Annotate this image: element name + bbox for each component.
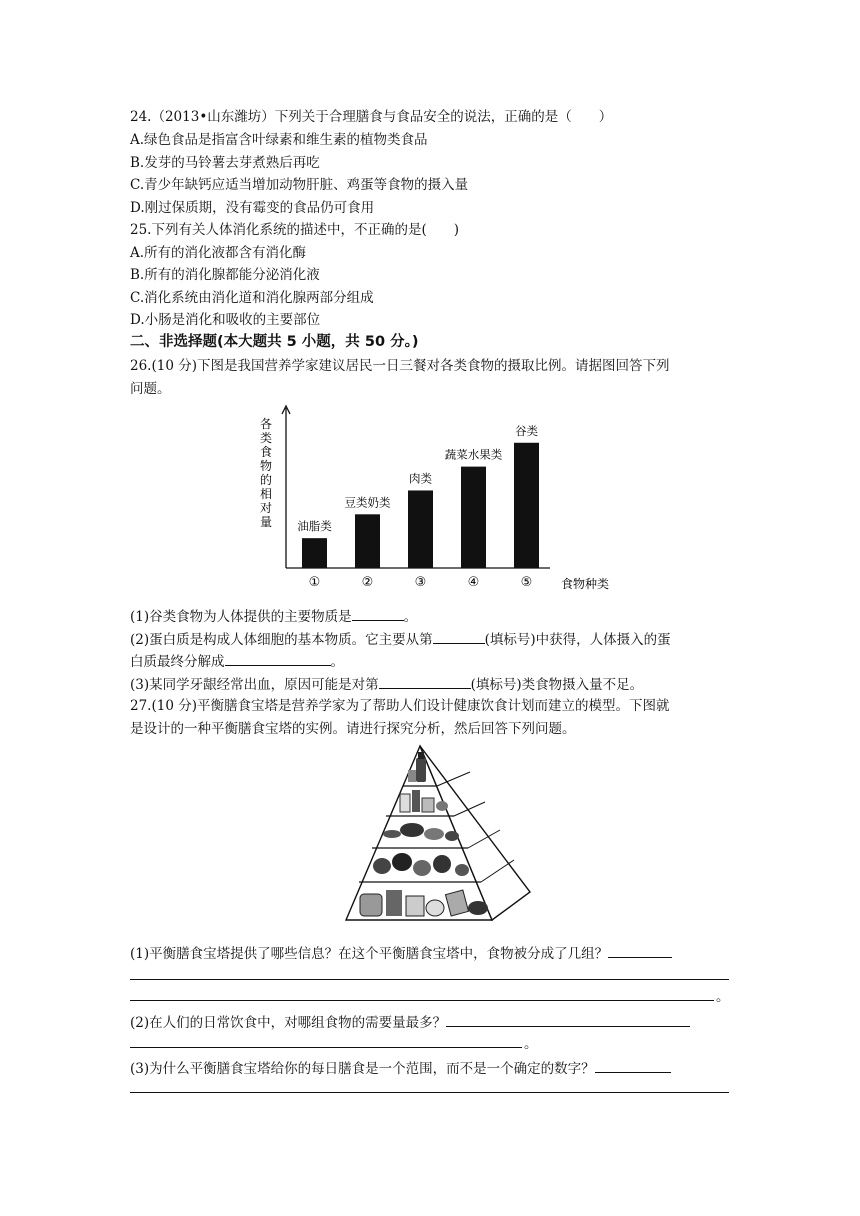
answer-line[interactable] <box>130 979 729 980</box>
x-tick-label-5: ⑤ <box>520 575 533 590</box>
q24-stem: 24.（2013•山东潍坊）下列关于合理膳食与食品安全的说法，正确的是（ ） <box>130 109 613 125</box>
answer-line[interactable] <box>130 1000 714 1001</box>
answer-blank[interactable] <box>379 674 471 689</box>
answer-line[interactable] <box>130 1092 729 1093</box>
q26-part1-text: (1)谷类食物为人体提供的主要物质是 <box>130 609 352 625</box>
bar-1 <box>302 538 327 568</box>
bar-3 <box>408 490 433 568</box>
q26-part3 <box>130 674 643 694</box>
bar-label-2: 豆类奶类 <box>344 495 391 510</box>
bar-label-1: 油脂类 <box>297 519 332 534</box>
q27-part1-text: (1)平衡膳食宝塔提供了哪些信息？在这个平衡膳食宝塔中，食物被分成了几组？ <box>130 946 609 962</box>
q26-part3-text: (3)某同学牙龈经常出血，原因可能是对第 <box>130 677 379 693</box>
q24-option-b: B.发芽的马铃薯去芽煮熟后再吃 <box>130 155 320 171</box>
answer-blank[interactable] <box>225 651 331 666</box>
answer-line[interactable] <box>130 1047 522 1048</box>
q26-part2 <box>130 629 671 649</box>
q27-part3-text: (3)为什么平衡膳食宝塔给你的每日膳食是一个范围，而不是一个确定的数字？ <box>130 1061 595 1077</box>
q26-part1 <box>130 606 417 626</box>
q24-option-c: C.青少年缺钙应适当增加动物肝脏、鸡蛋等食物的摄入量 <box>130 177 469 193</box>
answer-blank[interactable] <box>446 1012 690 1027</box>
q25-option-d: D.小肠是消化和吸收的主要部位 <box>130 312 321 328</box>
q26-part2-line2-end: 。 <box>330 654 344 670</box>
q27-part1 <box>130 943 672 963</box>
x-tick-label-1: ① <box>308 575 321 590</box>
q24-option-d: D.刚过保质期，没有霉变的食品仍可食用 <box>130 200 375 216</box>
y-axis-label-char: 的 <box>259 473 273 487</box>
q25-option-c: C.消化系统由消化道和消化腺两部分组成 <box>130 290 374 306</box>
answer-blank[interactable] <box>608 943 672 958</box>
y-axis-label-char: 物 <box>259 459 273 473</box>
x-tick-label-3: ③ <box>414 575 427 590</box>
q24-option-a: A.绿色食品是指富含叶绿素和维生素的植物类食品 <box>130 132 428 148</box>
q26-part3-end: (填标号)类食物摄入量不足。 <box>470 677 644 693</box>
y-axis-label <box>260 417 272 529</box>
x-tick-label-4: ④ <box>467 575 480 590</box>
bar-2 <box>355 514 380 568</box>
q25-stem: 25.下列有关人体消化系统的描述中，不正确的是( ) <box>130 222 460 238</box>
bar-label-4: 蔬菜水果类 <box>444 447 503 462</box>
q25-option-a: A.所有的消化液都含有消化酶 <box>130 245 307 261</box>
q26-part2-mid: (填标号)中获得，人体摄入的蛋 <box>484 632 671 648</box>
q25-option-b: B.所有的消化腺都能分泌消化液 <box>130 267 320 283</box>
section-heading: 二、非选择题(本大题共 5 小题，共 50 分。) <box>130 334 419 350</box>
bar-5 <box>514 443 539 568</box>
answer-blank[interactable] <box>352 606 404 621</box>
food-bar-chart <box>250 402 620 598</box>
bar-label-3: 肉类 <box>409 471 432 486</box>
q27-part2-text: (2)在人们的日常饮食中，对哪组食物的需要量最多？ <box>130 1015 447 1031</box>
q26-part2-text: (2)蛋白质是构成人体细胞的基本物质。它主要从第 <box>130 632 433 648</box>
y-axis-label-char: 各 <box>259 417 273 431</box>
q27-part1-end: 。 <box>716 989 730 1005</box>
answer-blank[interactable] <box>595 1058 671 1073</box>
x-axis-label: 食物种类 <box>560 577 610 591</box>
y-axis-label-char: 相 <box>259 487 273 501</box>
x-tick-label-2: ② <box>361 575 374 590</box>
q26-stem-line2: 问题。 <box>130 381 171 397</box>
q26-part1-end: 。 <box>403 609 418 625</box>
q27-part2 <box>130 1012 690 1032</box>
q26-stem-line1: 26.(10 分)下图是我国营养学家建议居民一日三餐对各类食物的摄取比例。请据图回答下列 <box>130 358 670 374</box>
q26-part2-line2 <box>130 651 344 671</box>
q27-stem-line1: 27.(10 分)平衡膳食宝塔是营养学家为了帮助人们设计健康饮食计划而建立的模型。下图就 <box>130 698 670 714</box>
chart-bars <box>297 424 539 590</box>
y-axis-label-char: 类 <box>259 431 273 445</box>
y-axis-label-char: 量 <box>259 515 273 529</box>
bar-4 <box>461 467 486 568</box>
q27-part2-end: 。 <box>524 1036 538 1052</box>
y-axis-label-char: 食 <box>259 445 273 459</box>
answer-blank[interactable] <box>433 629 485 644</box>
y-axis-label-char: 对 <box>259 501 273 515</box>
q27-part3 <box>130 1058 671 1078</box>
q27-stem-line2: 是设计的一种平衡膳食宝塔的实例。请进行探究分析，然后回答下列问题。 <box>130 721 576 737</box>
bar-label-5: 谷类 <box>515 423 538 438</box>
food-pyramid-image <box>340 742 536 924</box>
q26-part2-line2-text: 白质最终分解成 <box>130 654 225 670</box>
